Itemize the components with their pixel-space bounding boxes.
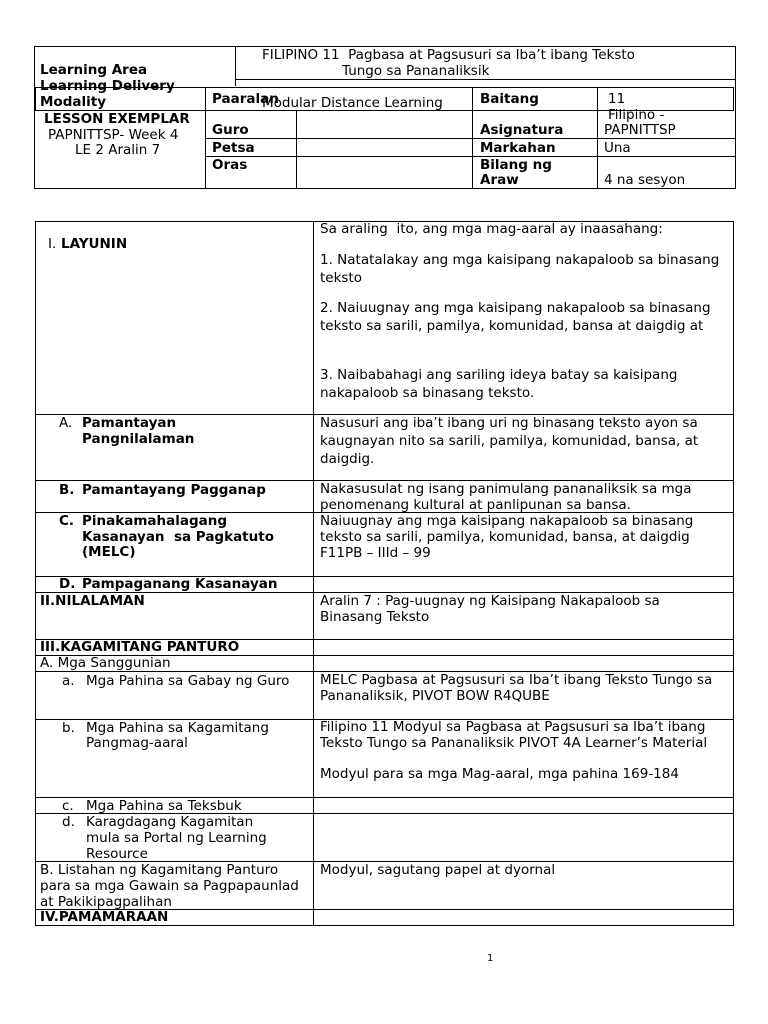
oras-label: Oras (212, 157, 248, 173)
asignatura-value-1: Filipino - (608, 107, 665, 123)
markahan-label: Markahan (480, 140, 556, 156)
karagdagang-label: Karagdagang Kagamitan mula sa Portal ng Learning Resource (86, 814, 267, 862)
gabay-value: MELC Pagbasa at Pagsusuri sa Iba’t ibang Teksto Tungo sa Pananaliksik, PIVOT BOW R4QUBE (320, 672, 713, 704)
teksbuk-label: Mga Pahina sa Teksbuk (86, 798, 242, 814)
d-label: Pampaganang Kasanayan (82, 576, 278, 592)
nilalaman-label: II.NILALAMAN (40, 593, 145, 609)
nilalaman-value: Aralin 7 : Pag-uugnay ng Kaisipang Nakapaloob sa Binasang Teksto (320, 593, 660, 625)
guro-label: Guro (212, 122, 249, 138)
d-letter: D. (59, 576, 76, 592)
asignatura-value-2: PAPNITTSP (604, 122, 676, 138)
kagamitang-letter: b. (62, 720, 75, 736)
kagamitan-label: III.KAGAMITANG PANTURO (40, 639, 240, 655)
a-value: Nasusuri ang iba’t ibang uri ng binasang teksto ayon sa kaugnayan nito sa sarili, pamilya, komunidad, bansa, at daigdig. (320, 415, 699, 467)
bilang-label-2: Araw (480, 172, 519, 188)
baitang-label: Baitang (480, 91, 539, 107)
a-label-1: Pamantayan (82, 415, 177, 431)
delivery-label-2: Modality (40, 94, 106, 110)
learning-area-label: Learning Area (40, 62, 148, 78)
petsa-label: Petsa (212, 140, 255, 156)
layunin-intro: Sa araling ito, ang mga mag-aaral ay inaasahang: (320, 221, 663, 237)
gabay-letter: a. (62, 673, 75, 689)
lesson-code-2: LE 2 Aralin 7 (75, 142, 161, 158)
delivery-value: Modular Distance Learning (262, 95, 443, 111)
karagdagang-letter: d. (62, 814, 75, 830)
a-letter: A. (59, 415, 73, 431)
b-letter: B. (59, 482, 75, 498)
teksbuk-letter: c. (62, 798, 74, 814)
lesson-code-1: PAPNITTSP- Week 4 (48, 127, 179, 143)
sanggunian-label: A. Mga Sanggunian (40, 655, 171, 671)
b-value: Nakasusulat ng isang panimulang pananaliksik sa mga penomenang kultural at panlipunan sa bansa. (320, 481, 692, 513)
listahan-value: Modyul, sagutang papel at dyornal (320, 862, 556, 878)
learning-area-line2: Tungo sa Pananaliksik (342, 63, 490, 79)
c-label-2: Kasanayan sa Pagkatuto (82, 529, 274, 545)
paaralan-label: Paaralan (212, 91, 279, 107)
layunin-item-1: 1. Natatalakay ang mga kaisipang nakapaloob sa binasang teksto (320, 252, 720, 286)
lesson-exemplar-title: LESSON EXEMPLAR (44, 111, 190, 127)
c-label-3: (MELC) (82, 544, 136, 560)
c-letter: C. (59, 513, 75, 529)
listahan-label: B. Listahan ng Kagamitang Panturo para sa mga Gawain sa Pagpapaunlad at Pakikipagpalihan (40, 862, 299, 910)
learning-area-line1: FILIPINO 11 Pagbasa at Pagsusuri sa Iba’t ibang Teksto (262, 47, 635, 63)
markahan-value: Una (604, 140, 631, 156)
layunin-item-3: 3. Naibabahagi ang sariling ideya batay sa kaisipang nakapaloob sa binasang teksto. (320, 367, 678, 401)
bilang-label-1: Bilang ng (480, 157, 552, 173)
page-number: 1 (487, 953, 494, 964)
delivery-label-1: Learning Delivery (40, 78, 175, 94)
layunin-number: I. (48, 236, 57, 252)
kagamitang-label-2: Pangmag-aaral (86, 735, 188, 751)
pamamaraan-label: IV.PAMAMARAAN (40, 909, 169, 925)
c-value: Naiuugnay ang mga kaisipang nakapaloob sa binasang teksto sa sarili, pamilya, komunidad, bansa, at daigdig F11PB – IIId – 99 (320, 513, 694, 561)
kagamitang-value-2: Modyul para sa mga Mag-aaral, mga pahina 169-184 (320, 766, 679, 782)
bilang-value: 4 na sesyon (604, 172, 686, 188)
c-label-1: Pinakamahalagang (82, 513, 228, 529)
layunin-item-2: 2. Naiuugnay ang mga kaisipang nakapaloob sa binasang teksto sa sarili, pamilya, komunidad, bansa at daigdig at (320, 300, 711, 334)
asignatura-label: Asignatura (480, 122, 564, 138)
layunin-label: LAYUNIN (61, 236, 128, 252)
a-label-2: Pangnilalaman (82, 431, 195, 447)
baitang-value: 11 (608, 91, 626, 107)
kagamitang-label-1: Mga Pahina sa Kagamitang (86, 720, 269, 736)
kagamitang-value-1: Filipino 11 Modyul sa Pagbasa at Pagsusuri sa Iba’t ibang Teksto Tungo sa Pananaliksik PIVOT 4A Learner’s Material (320, 719, 708, 751)
b-label: Pamantayang Pagganap (82, 482, 266, 498)
gabay-label: Mga Pahina sa Gabay ng Guro (86, 673, 290, 689)
